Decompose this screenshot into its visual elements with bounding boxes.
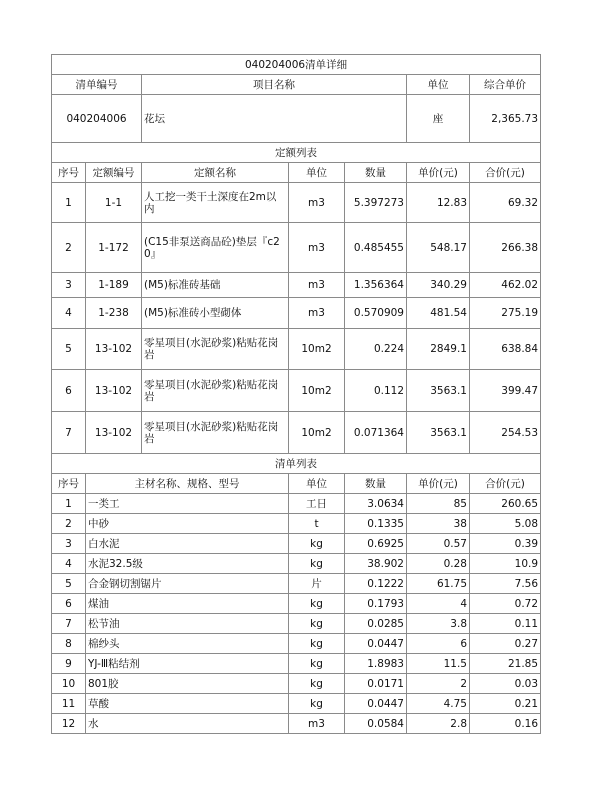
material-unit: kg: [289, 594, 345, 614]
quota-unit: m3: [289, 298, 345, 329]
material-total: 21.85: [470, 654, 541, 674]
quota-no: 6: [52, 370, 86, 412]
material-price: 0.57: [407, 534, 470, 554]
bill-detail-table: [51, 54, 541, 734]
quota-qty: 0.112: [345, 370, 407, 412]
material-qty: 0.1793: [345, 594, 407, 614]
quota-row: [52, 183, 541, 223]
quota-price: 2849.1: [407, 329, 470, 370]
quota-price: 548.17: [407, 223, 470, 273]
material-total: 0.03: [470, 674, 541, 694]
quota-row: [52, 273, 541, 298]
bill-header-row: [52, 75, 541, 95]
quota-code: 13-102: [86, 329, 142, 370]
material-qty: 38.902: [345, 554, 407, 574]
quota-col-code: 定额编号: [86, 163, 142, 183]
materials-header-row: [52, 474, 541, 494]
unit-header: 单位: [407, 75, 470, 95]
material-qty: 0.1222: [345, 574, 407, 594]
quota-price: 3563.1: [407, 370, 470, 412]
material-qty: 0.0447: [345, 694, 407, 714]
quota-qty: 0.071364: [345, 412, 407, 454]
material-name: 水: [86, 714, 289, 734]
material-total: 10.9: [470, 554, 541, 574]
material-qty: 3.0634: [345, 494, 407, 514]
material-total: 0.27: [470, 634, 541, 654]
materials-row: [52, 514, 541, 534]
material-price: 2: [407, 674, 470, 694]
quota-qty: 0.570909: [345, 298, 407, 329]
material-unit: m3: [289, 714, 345, 734]
material-unit: kg: [289, 634, 345, 654]
materials-row: [52, 634, 541, 654]
materials-col-price: 单价(元): [407, 474, 470, 494]
material-price: 2.8: [407, 714, 470, 734]
materials-section-title: 清单列表: [52, 454, 541, 474]
material-name: 中砂: [86, 514, 289, 534]
material-unit: kg: [289, 534, 345, 554]
quota-no: 3: [52, 273, 86, 298]
quota-qty: 0.485455: [345, 223, 407, 273]
bill-name: 花坛: [142, 95, 407, 143]
quota-total: 254.53: [470, 412, 541, 454]
material-price: 3.8: [407, 614, 470, 634]
material-unit: kg: [289, 654, 345, 674]
material-no: 4: [52, 554, 86, 574]
material-price: 4.75: [407, 694, 470, 714]
material-unit: kg: [289, 674, 345, 694]
material-name: 合金钢切割锯片: [86, 574, 289, 594]
material-name: 草酸: [86, 694, 289, 714]
quota-col-total: 合价(元): [470, 163, 541, 183]
quota-row: [52, 223, 541, 273]
quota-name: 人工挖一类干土深度在2m以内: [142, 183, 289, 223]
materials-row: [52, 714, 541, 734]
quota-code: 1-189: [86, 273, 142, 298]
material-name: YJ-Ⅲ粘结剂: [86, 654, 289, 674]
quota-name: (M5)标准砖小型砌体: [142, 298, 289, 329]
quota-total: 266.38: [470, 223, 541, 273]
materials-col-total: 合价(元): [470, 474, 541, 494]
material-name: 801胶: [86, 674, 289, 694]
table-title: 040204006清单详细: [52, 55, 541, 75]
material-no: 8: [52, 634, 86, 654]
material-unit: 工日: [289, 494, 345, 514]
material-no: 10: [52, 674, 86, 694]
materials-col-qty: 数量: [345, 474, 407, 494]
bill-code: 040204006: [52, 95, 142, 143]
material-total: 0.16: [470, 714, 541, 734]
bill-row: [52, 95, 541, 143]
material-no: 6: [52, 594, 86, 614]
quota-row: [52, 298, 541, 329]
material-price: 4: [407, 594, 470, 614]
quota-total: 638.84: [470, 329, 541, 370]
material-total: 7.56: [470, 574, 541, 594]
quota-no: 2: [52, 223, 86, 273]
material-qty: 0.0285: [345, 614, 407, 634]
quota-header-row: [52, 163, 541, 183]
quota-row: [52, 370, 541, 412]
material-price: 38: [407, 514, 470, 534]
code-header: 清单编号: [52, 75, 142, 95]
price-header: 综合单价: [470, 75, 541, 95]
quota-qty: 0.224: [345, 329, 407, 370]
material-price: 85: [407, 494, 470, 514]
quota-no: 4: [52, 298, 86, 329]
quota-name: 零星项目(水泥砂浆)粘贴花岗岩: [142, 329, 289, 370]
material-name: 水泥32.5级: [86, 554, 289, 574]
quota-col-qty: 数量: [345, 163, 407, 183]
materials-row: [52, 614, 541, 634]
quota-row: [52, 329, 541, 370]
material-name: 煤油: [86, 594, 289, 614]
quota-code: 1-172: [86, 223, 142, 273]
material-qty: 0.0447: [345, 634, 407, 654]
material-qty: 0.0584: [345, 714, 407, 734]
material-no: 3: [52, 534, 86, 554]
materials-row: [52, 494, 541, 514]
quota-price: 12.83: [407, 183, 470, 223]
quota-name: (C15非泵送商品砼)垫层『c20』: [142, 223, 289, 273]
material-no: 5: [52, 574, 86, 594]
quota-row: [52, 412, 541, 454]
quota-unit: m3: [289, 273, 345, 298]
materials-row: [52, 594, 541, 614]
material-qty: 0.0171: [345, 674, 407, 694]
quota-no: 1: [52, 183, 86, 223]
quota-qty: 1.356364: [345, 273, 407, 298]
quota-no: 5: [52, 329, 86, 370]
material-unit: 片: [289, 574, 345, 594]
bill-unit: 座: [407, 95, 470, 143]
name-header: 项目名称: [142, 75, 407, 95]
material-no: 9: [52, 654, 86, 674]
title-row: [52, 55, 541, 75]
materials-col-name: 主材名称、规格、型号: [86, 474, 289, 494]
materials-row: [52, 694, 541, 714]
quota-qty: 5.397273: [345, 183, 407, 223]
material-total: 0.72: [470, 594, 541, 614]
quota-unit: m3: [289, 183, 345, 223]
quota-total: 462.02: [470, 273, 541, 298]
quota-price: 3563.1: [407, 412, 470, 454]
quota-col-unit: 单位: [289, 163, 345, 183]
quota-code: 1-238: [86, 298, 142, 329]
quota-code: 1-1: [86, 183, 142, 223]
material-name: 白水泥: [86, 534, 289, 554]
material-total: 0.21: [470, 694, 541, 714]
materials-col-unit: 单位: [289, 474, 345, 494]
material-total: 260.65: [470, 494, 541, 514]
quota-unit: m3: [289, 223, 345, 273]
quota-col-no: 序号: [52, 163, 86, 183]
quota-price: 340.29: [407, 273, 470, 298]
material-name: 松节油: [86, 614, 289, 634]
materials-row: [52, 534, 541, 554]
quota-unit: 10m2: [289, 412, 345, 454]
quota-code: 13-102: [86, 412, 142, 454]
bill-price: 2,365.73: [470, 95, 541, 143]
materials-row: [52, 674, 541, 694]
materials-col-no: 序号: [52, 474, 86, 494]
material-price: 11.5: [407, 654, 470, 674]
material-total: 0.39: [470, 534, 541, 554]
material-unit: t: [289, 514, 345, 534]
material-total: 5.08: [470, 514, 541, 534]
material-name: 一类工: [86, 494, 289, 514]
material-no: 2: [52, 514, 86, 534]
material-qty: 0.1335: [345, 514, 407, 534]
quota-no: 7: [52, 412, 86, 454]
material-unit: kg: [289, 614, 345, 634]
materials-section-row: [52, 454, 541, 474]
quota-total: 399.47: [470, 370, 541, 412]
quota-name: (M5)标准砖基础: [142, 273, 289, 298]
material-price: 61.75: [407, 574, 470, 594]
material-price: 0.28: [407, 554, 470, 574]
quota-name: 零星项目(水泥砂浆)粘贴花岗岩: [142, 370, 289, 412]
material-no: 12: [52, 714, 86, 734]
material-no: 7: [52, 614, 86, 634]
material-total: 0.11: [470, 614, 541, 634]
quota-unit: 10m2: [289, 329, 345, 370]
quota-total: 69.32: [470, 183, 541, 223]
material-no: 11: [52, 694, 86, 714]
material-unit: kg: [289, 694, 345, 714]
quota-section-title: 定额列表: [52, 143, 541, 163]
materials-row: [52, 654, 541, 674]
material-unit: kg: [289, 554, 345, 574]
quota-col-price: 单价(元): [407, 163, 470, 183]
material-qty: 0.6925: [345, 534, 407, 554]
quota-name: 零星项目(水泥砂浆)粘贴花岗岩: [142, 412, 289, 454]
quota-section-row: [52, 143, 541, 163]
material-no: 1: [52, 494, 86, 514]
material-price: 6: [407, 634, 470, 654]
quota-col-name: 定额名称: [142, 163, 289, 183]
materials-row: [52, 574, 541, 594]
quota-price: 481.54: [407, 298, 470, 329]
materials-row: [52, 554, 541, 574]
quota-total: 275.19: [470, 298, 541, 329]
material-qty: 1.8983: [345, 654, 407, 674]
quota-unit: 10m2: [289, 370, 345, 412]
material-name: 棉纱头: [86, 634, 289, 654]
quota-code: 13-102: [86, 370, 142, 412]
